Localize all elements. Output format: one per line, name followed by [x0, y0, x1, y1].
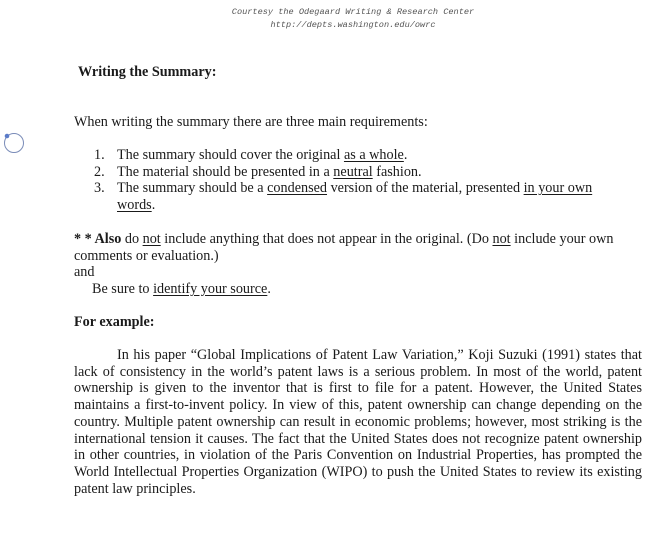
requirement-text [117, 147, 614, 164]
note-stars: * * [74, 231, 95, 247]
cursor-circle-icon [2, 131, 24, 153]
text-segment: include your own comments or evaluation.) [74, 231, 614, 264]
header-credit: Courtesy the Odegaard Writing & Research Center [231, 7, 475, 17]
requirement-number: 2. [94, 163, 105, 180]
intro-text: When writing the summary there are three main requirements: [74, 114, 428, 130]
requirements-list [94, 147, 614, 213]
text-segment: Be sure to [92, 281, 154, 297]
text-segment: The material should be presented in a [117, 163, 334, 180]
underlined-phrase: not [142, 231, 161, 247]
text-segment: The summary should cover the original [117, 147, 344, 163]
underlined-phrase: identify your source [153, 281, 268, 297]
and-text: and [74, 264, 95, 280]
text-segment: The summary should be a [117, 180, 268, 197]
document-header [0, 6, 665, 32]
requirement-item [94, 180, 614, 213]
requirement-item [94, 147, 614, 164]
header-url: http://depts.washington.edu/owrc [270, 20, 436, 30]
requirement-text [117, 164, 614, 181]
text-segment: fashion. [372, 163, 422, 180]
also-note [74, 231, 639, 264]
underlined-phrase: in your own words [117, 180, 593, 213]
requirement-number: 1. [94, 147, 105, 163]
requirement-item [94, 164, 614, 181]
identify-source-note [92, 281, 271, 298]
text-segment: . [151, 196, 156, 213]
note-bold-label: Also [94, 231, 122, 247]
requirement-number: 3. [94, 180, 105, 197]
underlined-phrase: not [492, 231, 511, 247]
text-segment: include anything that does not appear in the original. (Do [160, 231, 493, 247]
underlined-phrase: as a whole [343, 147, 404, 163]
example-heading: For example: [74, 314, 155, 330]
underlined-phrase: neutral [333, 163, 373, 180]
example-paragraph: In his paper “Global Implications of Patent Law Variation,” Koji Suzuki (1991) states that lack of consistency in the world’s patent laws is a serious problem. In most of the world, patent ownership is given to the inventor that is first to file for a patent. However, the United States maintains a first-to-invent policy. In view of this, patent ownership can change depending on the country. Multiple patent ownership can result in economic problems; however, most striking is the international tension it causes. The fact that the United States does not recognize patent ownership in other countries, in violation of the Paris Convention on Industrial Properties, has prompted the World Intellectual Properties Organization (WIPO) to push the United States to review its existing patent law principles. [74, 347, 642, 497]
underlined-phrase: condensed [267, 180, 328, 197]
text-segment: . [403, 147, 408, 163]
text-segment: do [121, 231, 143, 247]
text-segment: . [267, 281, 271, 297]
text-segment: version of the material, presented [327, 180, 524, 197]
requirement-text [117, 180, 614, 213]
section-title: Writing the Summary: [78, 64, 217, 80]
